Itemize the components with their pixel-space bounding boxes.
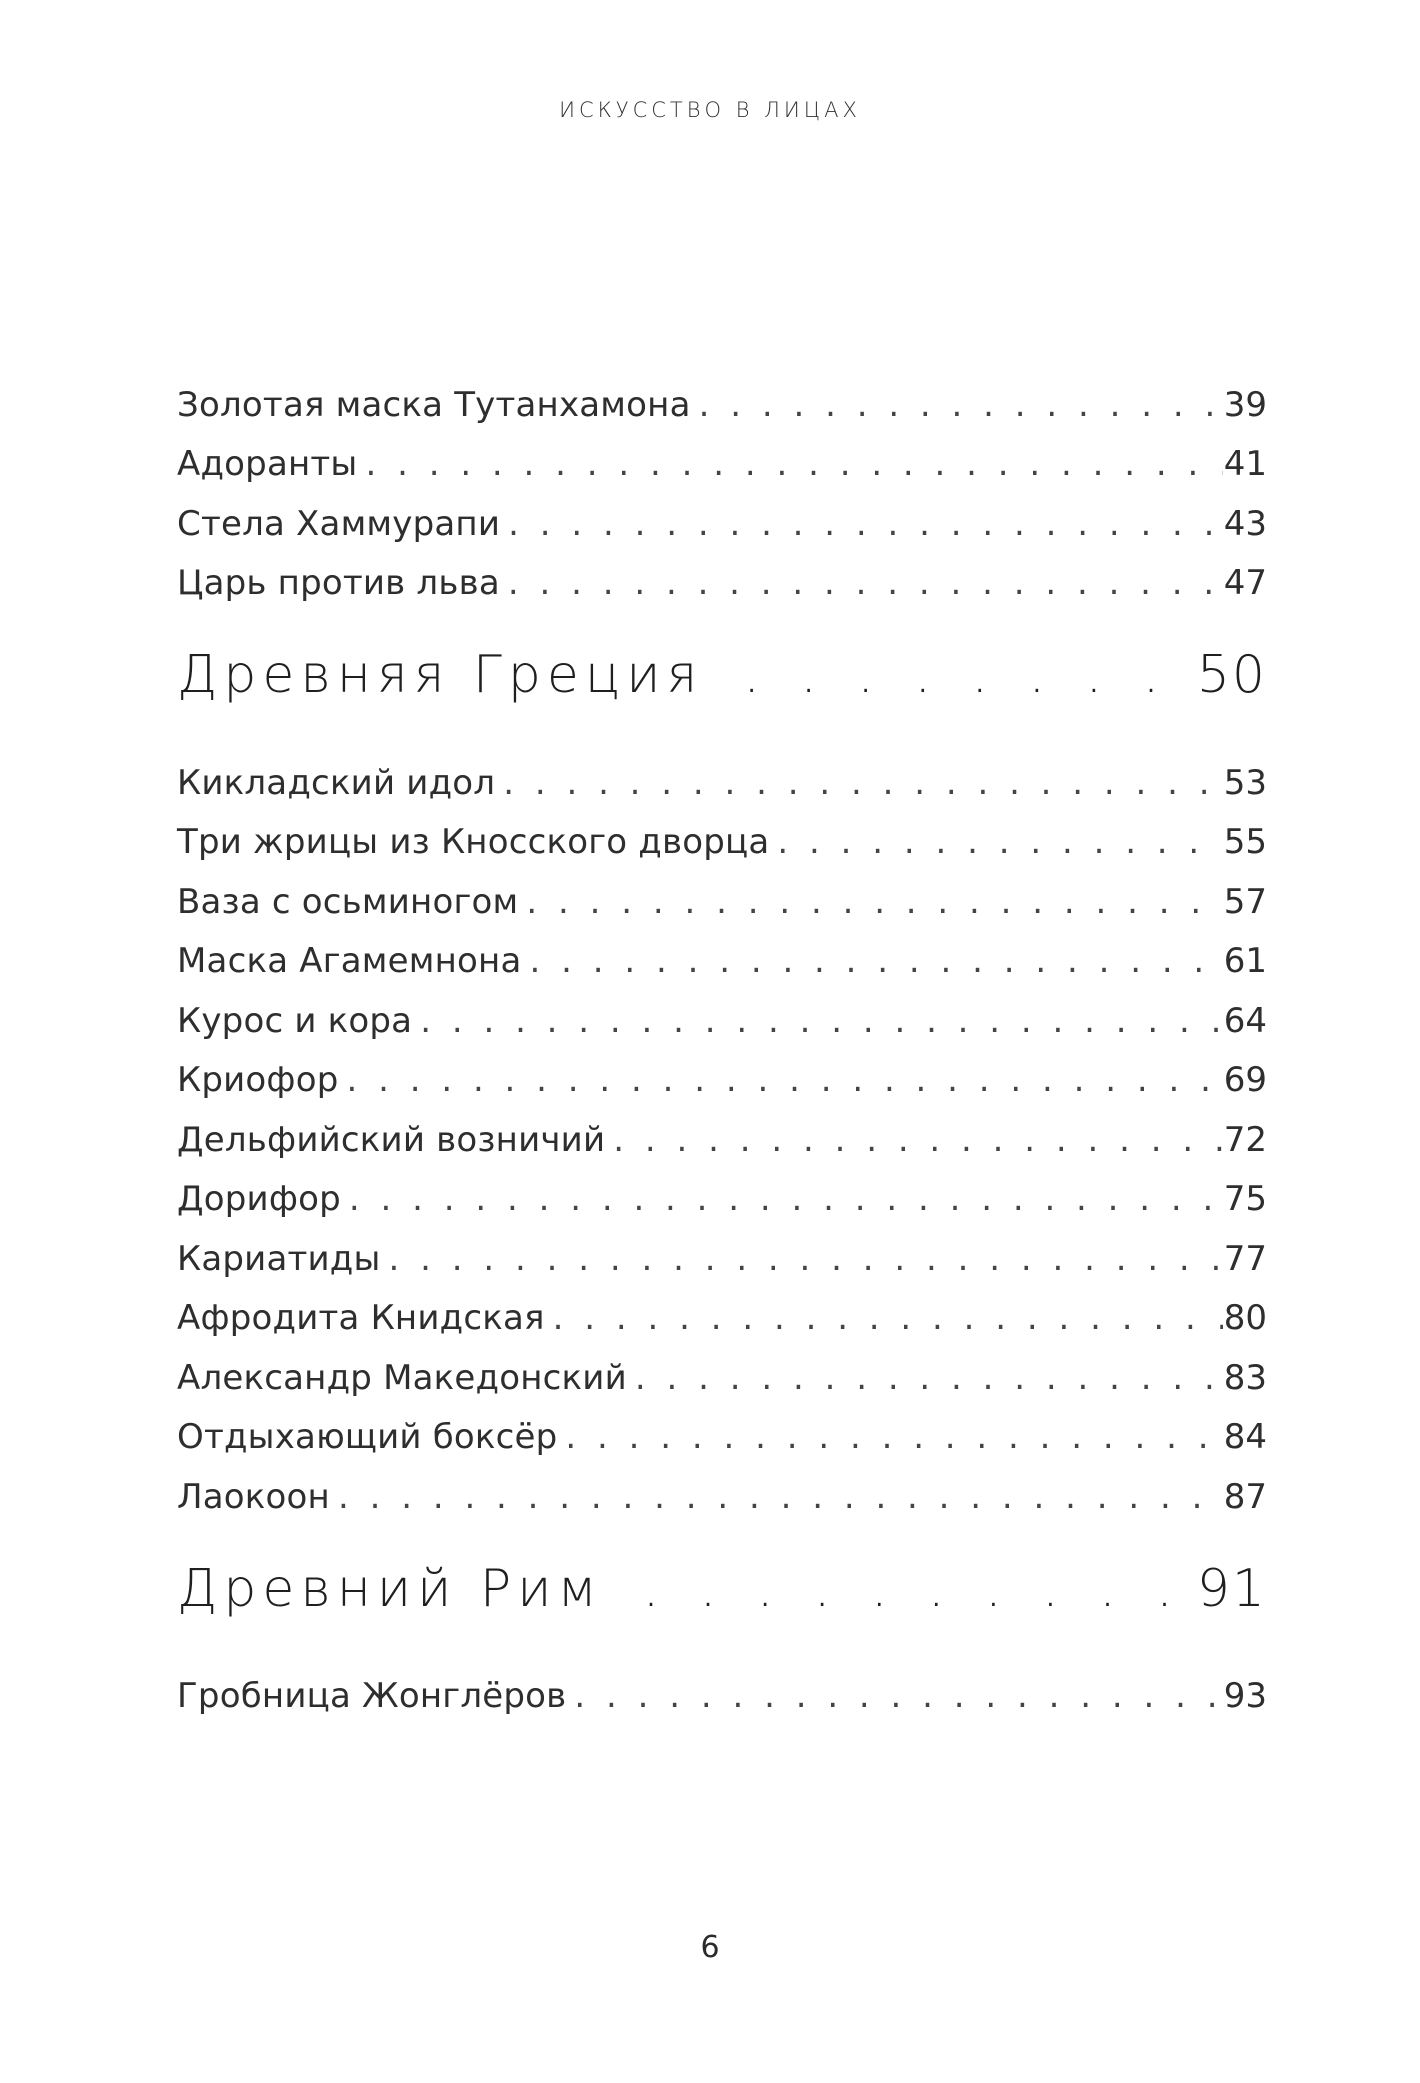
toc-entry xyxy=(177,1041,1267,1101)
toc-entry-page: 69 xyxy=(1223,1060,1267,1100)
toc-entry-title: Дорифор xyxy=(177,1179,341,1219)
toc-entry-title: Гробница Жонглёров xyxy=(177,1676,567,1716)
toc-entry xyxy=(177,544,1267,604)
dot-leader xyxy=(389,1239,1223,1279)
section-title: Древний Рим xyxy=(177,1558,603,1619)
dot-leader xyxy=(743,645,1197,705)
toc-entry xyxy=(177,1398,1267,1458)
toc-entry-title: Криофор xyxy=(177,1060,339,1100)
toc-entry-page: 75 xyxy=(1223,1179,1267,1219)
toc-entry-title: Кикладский идол xyxy=(177,762,496,803)
toc-entry xyxy=(177,803,1267,863)
toc-entry xyxy=(177,862,1267,922)
toc-entry xyxy=(177,1338,1267,1398)
toc-entry-page: 53 xyxy=(1223,762,1267,803)
dot-leader xyxy=(508,504,1223,544)
section-page: 91 xyxy=(1196,1558,1267,1619)
toc-entry xyxy=(177,743,1267,803)
toc-entry-title: Три жрицы из Кносского дворца xyxy=(177,822,770,862)
dot-leader xyxy=(508,563,1223,603)
toc-entry xyxy=(177,922,1267,982)
toc-entry-page: 64 xyxy=(1223,1000,1267,1041)
section-heading-greece xyxy=(177,645,1267,705)
dot-leader xyxy=(365,444,1223,484)
toc-entry-title: Дельфийский возничий xyxy=(177,1119,606,1160)
table-of-contents xyxy=(177,365,1267,1716)
dot-leader xyxy=(338,1477,1223,1517)
toc-entry xyxy=(177,484,1267,544)
dot-leader xyxy=(503,763,1223,803)
toc-entry-page: 57 xyxy=(1223,881,1267,922)
toc-entry-title: Ваза с осьминогом xyxy=(177,881,519,922)
toc-entry xyxy=(177,1279,1267,1339)
toc-entry-page: 47 xyxy=(1223,563,1267,603)
running-head: ИСКУССТВО В ЛИЦАХ xyxy=(559,98,861,122)
toc-entry-title: Царь против льва xyxy=(177,563,500,603)
toc-entry xyxy=(177,425,1267,485)
toc-entry-title: Афродита Книдская xyxy=(177,1298,545,1338)
dot-leader xyxy=(565,1417,1223,1457)
toc-entry-page: 93 xyxy=(1223,1676,1267,1716)
dot-leader xyxy=(574,1676,1223,1716)
section-page: 50 xyxy=(1196,645,1267,705)
toc-entry-page: 72 xyxy=(1223,1119,1267,1160)
toc-entry xyxy=(177,1219,1267,1279)
toc-entry xyxy=(177,981,1267,1041)
toc-entry-title: Лаокоон xyxy=(177,1476,330,1517)
toc-entry xyxy=(177,1100,1267,1160)
toc-entry-title: Кариатиды xyxy=(177,1238,381,1279)
toc-entry xyxy=(177,365,1267,425)
toc-entry-page: 80 xyxy=(1223,1298,1267,1338)
toc-entry-title: Стела Хаммурапи xyxy=(177,503,501,544)
toc-entry-title: Курос и кора xyxy=(177,1000,413,1041)
dot-leader xyxy=(526,882,1223,922)
dot-leader xyxy=(777,822,1223,862)
dot-leader xyxy=(420,1001,1223,1041)
toc-entry xyxy=(177,1657,1267,1717)
page-number: 6 xyxy=(700,1930,720,1965)
toc-entry-page: 43 xyxy=(1223,503,1267,544)
toc-entry xyxy=(177,1160,1267,1220)
toc-entry xyxy=(177,1457,1267,1517)
dot-leader xyxy=(349,1179,1223,1219)
dot-leader xyxy=(553,1298,1223,1338)
dot-leader xyxy=(346,1060,1223,1100)
dot-leader xyxy=(613,1120,1223,1160)
toc-entry-page: 41 xyxy=(1223,444,1267,484)
toc-entry-page: 84 xyxy=(1223,1417,1267,1457)
section-title: Древняя Греция xyxy=(177,645,704,705)
toc-entry-page: 83 xyxy=(1223,1357,1267,1398)
dot-leader xyxy=(635,1358,1223,1398)
toc-entry-title: Маска Агамемнона xyxy=(177,941,522,981)
dot-leader xyxy=(643,1559,1197,1619)
dot-leader xyxy=(530,941,1223,981)
section-heading-rome xyxy=(177,1559,1267,1619)
toc-entry-page: 55 xyxy=(1223,822,1267,862)
dot-leader xyxy=(699,385,1223,425)
toc-entry-title: Александр Македонский xyxy=(177,1357,627,1398)
toc-entry-title: Адоранты xyxy=(177,444,358,484)
toc-entry-page: 87 xyxy=(1223,1476,1267,1517)
toc-entry-title: Отдыхающий боксёр xyxy=(177,1417,558,1457)
toc-entry-title: Золотая маска Тутанхамона xyxy=(177,384,691,425)
toc-entry-page: 61 xyxy=(1223,941,1267,981)
toc-entry-page: 77 xyxy=(1223,1238,1267,1279)
toc-entry-page: 39 xyxy=(1223,384,1267,425)
